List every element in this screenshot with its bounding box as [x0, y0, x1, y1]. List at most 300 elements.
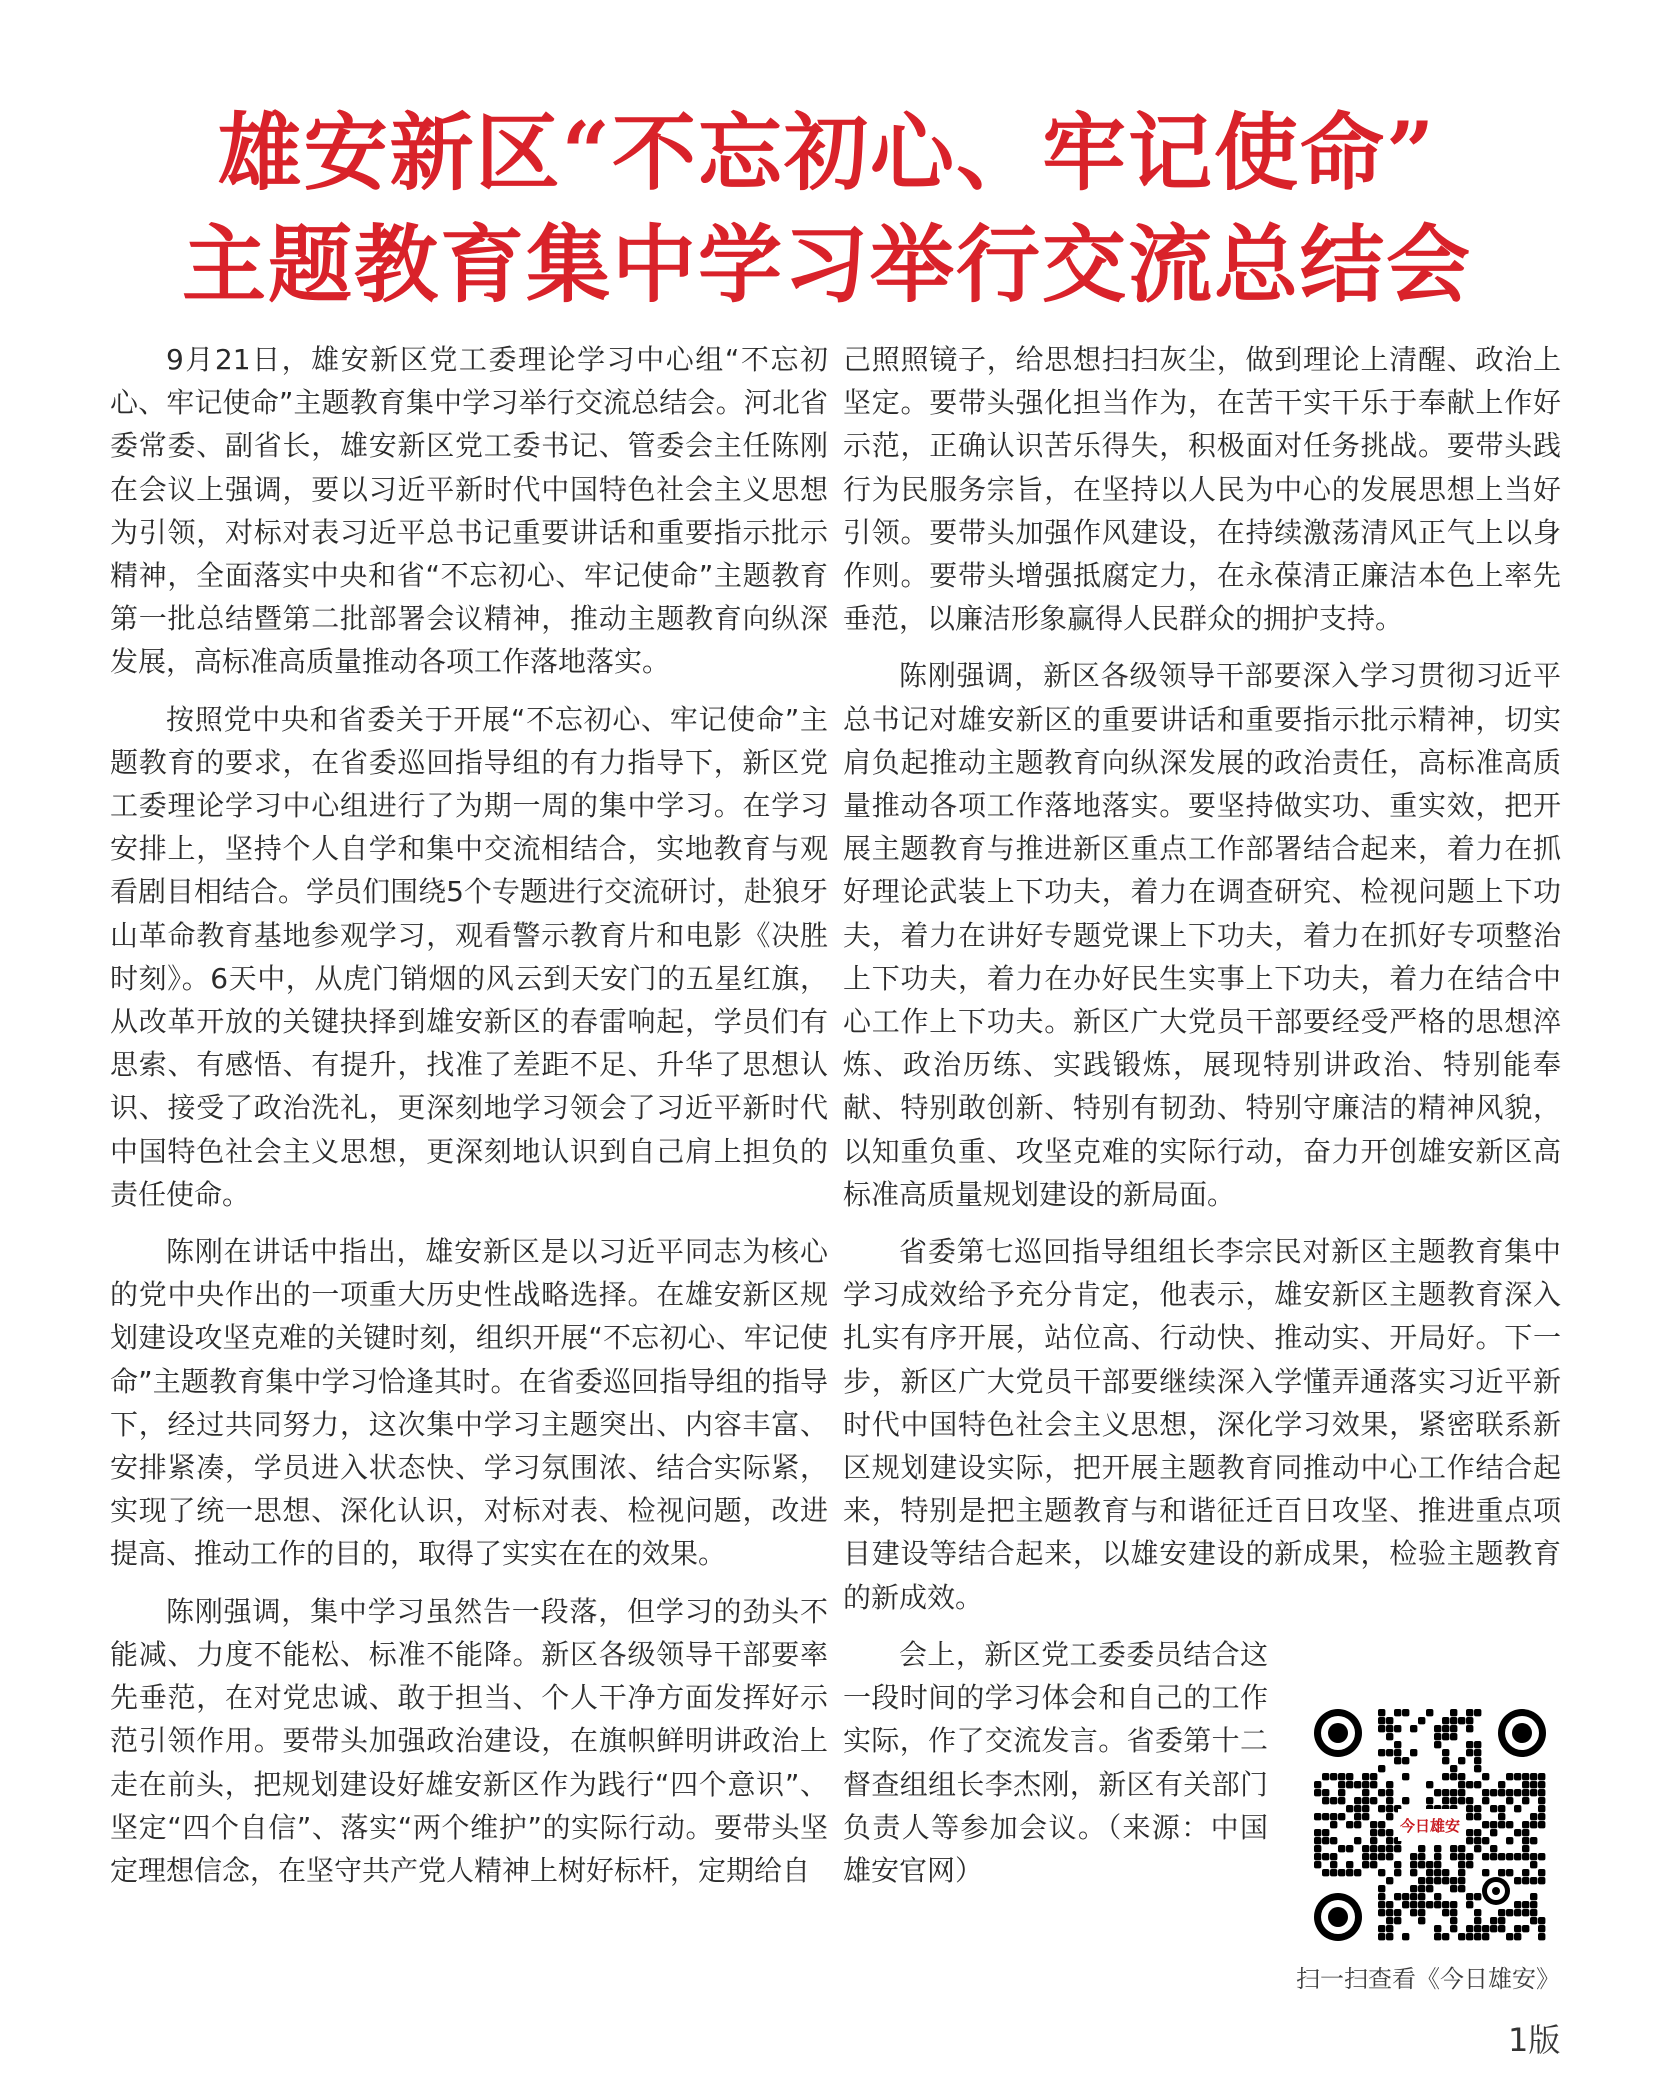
- qr-module: [1394, 1749, 1401, 1756]
- qr-module: [1450, 1845, 1457, 1852]
- qr-module: [1522, 1781, 1529, 1788]
- article-right-column: [843, 338, 1561, 1906]
- qr-module: [1538, 1805, 1545, 1812]
- qr-module: [1354, 1781, 1361, 1788]
- qr-module: [1378, 1901, 1385, 1908]
- qr-module: [1354, 1797, 1361, 1804]
- qr-module: [1442, 1933, 1449, 1940]
- paragraph-2: 按照党中央和省委关于开展“不忘初心、牢记使命”主题教育的要求，在省委巡回指导组的有力指导下，新区党工委理论学习中心组进行了为期一周的集中学习。在学习安排上，坚持个人自学和集中交流相结合，实地教育与观看剧目相结合。学员们围绕5个专题进行交流研讨，赴狼牙山革命教育基地参观学习，观看警示教育片和电影《决胜时刻》。6天中，从虎门销烟的风云到天安门的五星红旗，从改革开放的关键抉择到雄安新区的春雷响起，学员们有思索、有感悟、有提升，找准了差距不足、升华了思想认识、接受了政治洗礼，更深刻地学习领会了习近平新时代中国特色社会主义思想，更深刻地认识到自己肩上担负的责任使命。: [110, 702, 828, 1211]
- qr-module: [1346, 1821, 1353, 1828]
- qr-module: [1418, 1917, 1425, 1924]
- qr-module: [1442, 1901, 1449, 1908]
- qr-module: [1530, 1917, 1537, 1924]
- qr-module: [1354, 1805, 1361, 1812]
- qr-module: [1450, 1765, 1457, 1772]
- qr-module: [1402, 1757, 1409, 1764]
- qr-module: [1370, 1853, 1377, 1860]
- qr-module: [1498, 1853, 1505, 1860]
- qr-module: [1394, 1709, 1401, 1716]
- qr-module: [1514, 1829, 1521, 1836]
- qr-module: [1498, 1813, 1505, 1820]
- qr-module: [1386, 1725, 1393, 1732]
- qr-module: [1362, 1845, 1369, 1852]
- qr-module: [1314, 1837, 1321, 1844]
- qr-module: [1434, 1733, 1441, 1740]
- qr-module: [1362, 1805, 1369, 1812]
- qr-module: [1522, 1845, 1529, 1852]
- qr-module: [1354, 1869, 1361, 1876]
- qr-module: [1538, 1877, 1545, 1884]
- qr-module: [1338, 1797, 1345, 1804]
- qr-module: [1506, 1789, 1513, 1796]
- qr-module: [1466, 1901, 1473, 1908]
- qr-module: [1514, 1909, 1521, 1916]
- qr-module: [1442, 1877, 1449, 1884]
- qr-module: [1386, 1877, 1393, 1884]
- qr-module: [1442, 1733, 1449, 1740]
- qr-module: [1370, 1837, 1377, 1844]
- qr-module: [1522, 1877, 1529, 1884]
- qr-module: [1450, 1725, 1457, 1732]
- qr-module: [1522, 1797, 1529, 1804]
- qr-module: [1330, 1813, 1337, 1820]
- qr-module: [1450, 1853, 1457, 1860]
- qr-module: [1514, 1933, 1521, 1940]
- qr-module: [1450, 1733, 1457, 1740]
- qr-module: [1378, 1725, 1385, 1732]
- paragraph-4: 陈刚强调，集中学习虽然告一段落，但学习的劲头不能减、力度不能松、标准不能降。新区各级领导干部要率先垂范，在对党忠诚、敢于担当、个人干净方面发挥好示范引领作用。要带头加强政治建设，在旗帜鲜明讲政治上走在前头，把规划建设好雄安新区作为践行“四个意识”、坚定“四个自信”、落实“两个维护”的实际行动。要带头坚定理想信念，在坚守共产党人精神上树好标杆，定期给自: [110, 1594, 828, 1887]
- qr-module: [1386, 1797, 1393, 1804]
- qr-module: [1498, 1925, 1505, 1932]
- qr-module: [1386, 1917, 1393, 1924]
- qr-module: [1394, 1917, 1401, 1924]
- qr-module: [1370, 1781, 1377, 1788]
- qr-module: [1498, 1805, 1505, 1812]
- qr-module: [1482, 1821, 1489, 1828]
- qr-module: [1474, 1765, 1481, 1772]
- qr-module: [1458, 1885, 1465, 1892]
- qr-module: [1442, 1749, 1449, 1756]
- qr-module: [1466, 1933, 1473, 1940]
- qr-module: [1522, 1901, 1529, 1908]
- qr-module: [1482, 1773, 1489, 1780]
- qr-module: [1466, 1781, 1473, 1788]
- qr-module: [1386, 1853, 1393, 1860]
- qr-module: [1490, 1925, 1497, 1932]
- qr-module: [1498, 1869, 1505, 1876]
- qr-module: [1434, 1925, 1441, 1932]
- qr-module: [1434, 1741, 1441, 1748]
- qr-module: [1410, 1909, 1417, 1916]
- qr-module: [1426, 1869, 1433, 1876]
- qr-module: [1426, 1901, 1433, 1908]
- qr-module: [1378, 1805, 1385, 1812]
- qr-module: [1410, 1725, 1417, 1732]
- qr-module: [1538, 1925, 1545, 1932]
- qr-module: [1426, 1877, 1433, 1884]
- qr-module: [1458, 1845, 1465, 1852]
- qr-module: [1386, 1813, 1393, 1820]
- qr-module: [1474, 1813, 1481, 1820]
- qr-module: [1434, 1877, 1441, 1884]
- qr-module: [1450, 1773, 1457, 1780]
- qr-module: [1362, 1773, 1369, 1780]
- qr-module: [1386, 1901, 1393, 1908]
- qr-module: [1322, 1869, 1329, 1876]
- qr-module: [1498, 1909, 1505, 1916]
- qr-module: [1322, 1829, 1329, 1836]
- qr-module: [1434, 1901, 1441, 1908]
- qr-module: [1346, 1861, 1353, 1868]
- qr-module: [1530, 1781, 1537, 1788]
- qr-module: [1434, 1725, 1441, 1732]
- qr-module: [1466, 1797, 1473, 1804]
- qr-module: [1450, 1917, 1457, 1924]
- qr-module: [1538, 1917, 1545, 1924]
- qr-module: [1378, 1893, 1385, 1900]
- qr-module: [1426, 1861, 1433, 1868]
- qr-module: [1434, 1789, 1441, 1796]
- qr-module: [1458, 1869, 1465, 1876]
- qr-module: [1418, 1893, 1425, 1900]
- qr-module: [1418, 1909, 1425, 1916]
- qr-center-logo: [1398, 1809, 1462, 1841]
- qr-module: [1370, 1773, 1377, 1780]
- qr-module: [1322, 1789, 1329, 1796]
- qr-module: [1474, 1757, 1481, 1764]
- qr-module: [1362, 1797, 1369, 1804]
- qr-module: [1506, 1797, 1513, 1804]
- qr-module: [1322, 1813, 1329, 1820]
- qr-module: [1362, 1781, 1369, 1788]
- qr-module: [1362, 1813, 1369, 1820]
- qr-module: [1474, 1781, 1481, 1788]
- qr-module: [1386, 1749, 1393, 1756]
- qr-module: [1498, 1781, 1505, 1788]
- qr-module: [1378, 1933, 1385, 1940]
- qr-module: [1378, 1821, 1385, 1828]
- qr-finder-bottom-left: [1314, 1893, 1362, 1941]
- qr-module: [1522, 1773, 1529, 1780]
- qr-module: [1418, 1717, 1425, 1724]
- qr-module: [1378, 1717, 1385, 1724]
- qr-module: [1418, 1885, 1425, 1892]
- qr-module: [1466, 1717, 1473, 1724]
- qr-module: [1434, 1869, 1441, 1876]
- qr-module: [1370, 1797, 1377, 1804]
- qr-module: [1386, 1845, 1393, 1852]
- qr-module: [1474, 1837, 1481, 1844]
- qr-caption: 扫一扫查看《今日雄安》: [1296, 1965, 1560, 1993]
- qr-module: [1314, 1813, 1321, 1820]
- qr-module: [1530, 1821, 1537, 1828]
- headline-line-2: 主题教育集中学习举行交流总结会: [181, 215, 1472, 315]
- qr-module: [1458, 1861, 1465, 1868]
- qr-module: [1346, 1869, 1353, 1876]
- qr-module: [1458, 1789, 1465, 1796]
- qr-module: [1394, 1893, 1401, 1900]
- qr-module: [1386, 1933, 1393, 1940]
- qr-module: [1530, 1909, 1537, 1916]
- qr-module: [1394, 1845, 1401, 1852]
- qr-module: [1394, 1757, 1401, 1764]
- qr-module: [1378, 1909, 1385, 1916]
- qr-module: [1450, 1877, 1457, 1884]
- qr-module: [1482, 1869, 1489, 1876]
- qr-module: [1378, 1845, 1385, 1852]
- qr-module: [1370, 1845, 1377, 1852]
- qr-module: [1402, 1901, 1409, 1908]
- qr-alignment-pattern: [1482, 1877, 1510, 1905]
- qr-module: [1322, 1797, 1329, 1804]
- qr-module: [1378, 1789, 1385, 1796]
- qr-module: [1474, 1933, 1481, 1940]
- qr-code[interactable]: [1310, 1705, 1550, 1945]
- qr-module: [1346, 1781, 1353, 1788]
- qr-module: [1482, 1925, 1489, 1932]
- qr-module: [1346, 1805, 1353, 1812]
- qr-module: [1434, 1861, 1441, 1868]
- qr-module: [1450, 1925, 1457, 1932]
- qr-module: [1474, 1917, 1481, 1924]
- qr-module: [1330, 1797, 1337, 1804]
- qr-module: [1322, 1853, 1329, 1860]
- qr-module: [1402, 1933, 1409, 1940]
- qr-module: [1410, 1861, 1417, 1868]
- qr-module: [1314, 1861, 1321, 1868]
- qr-module: [1538, 1821, 1545, 1828]
- qr-module: [1386, 1805, 1393, 1812]
- qr-module: [1466, 1741, 1473, 1748]
- qr-module: [1418, 1901, 1425, 1908]
- qr-module: [1442, 1773, 1449, 1780]
- qr-module: [1338, 1869, 1345, 1876]
- qr-finder-top-right: [1498, 1709, 1546, 1757]
- qr-finder-top-left: [1314, 1709, 1362, 1757]
- qr-module: [1530, 1861, 1537, 1868]
- qr-module: [1530, 1901, 1537, 1908]
- qr-module: [1474, 1893, 1481, 1900]
- qr-module: [1394, 1741, 1401, 1748]
- qr-module: [1466, 1813, 1473, 1820]
- qr-module: [1450, 1717, 1457, 1724]
- qr-module: [1514, 1805, 1521, 1812]
- qr-module: [1442, 1797, 1449, 1804]
- qr-module: [1498, 1917, 1505, 1924]
- qr-module: [1466, 1861, 1473, 1868]
- qr-module: [1514, 1901, 1521, 1908]
- qr-module: [1466, 1749, 1473, 1756]
- qr-module: [1410, 1893, 1417, 1900]
- qr-module: [1466, 1837, 1473, 1844]
- qr-module: [1466, 1829, 1473, 1836]
- qr-module: [1490, 1845, 1497, 1852]
- qr-module: [1538, 1853, 1545, 1860]
- qr-module: [1522, 1925, 1529, 1932]
- qr-module: [1378, 1749, 1385, 1756]
- qr-module: [1482, 1837, 1489, 1844]
- article-left-column: [110, 338, 828, 1906]
- qr-module: [1450, 1797, 1457, 1804]
- qr-module: [1378, 1925, 1385, 1932]
- headline-line-1: 雄安新区“不忘初心、牢记使命”: [217, 103, 1437, 203]
- qr-module: [1394, 1909, 1401, 1916]
- qr-module: [1378, 1765, 1385, 1772]
- qr-module: [1458, 1757, 1465, 1764]
- qr-module: [1522, 1821, 1529, 1828]
- qr-module: [1378, 1829, 1385, 1836]
- qr-code-graphic: [1310, 1705, 1550, 1945]
- qr-module: [1482, 1789, 1489, 1796]
- qr-module: [1490, 1829, 1497, 1836]
- qr-module: [1322, 1837, 1329, 1844]
- headline: [60, 99, 1594, 319]
- qr-module: [1410, 1853, 1417, 1860]
- qr-module: [1530, 1789, 1537, 1796]
- qr-module: [1530, 1853, 1537, 1860]
- qr-module: [1394, 1725, 1401, 1732]
- qr-module: [1538, 1869, 1545, 1876]
- qr-module: [1474, 1845, 1481, 1852]
- qr-module: [1474, 1925, 1481, 1932]
- qr-module: [1474, 1909, 1481, 1916]
- qr-module: [1394, 1869, 1401, 1876]
- paragraph-7: 会上，新区党工委委员结合这一段时间的学习体会和自己的工作实际，作了交流发言。省委第十二督查组组长李杰刚，新区有关部门负责人等参加会议。（来源：中国雄安官网）: [843, 1637, 1268, 1887]
- qr-module: [1490, 1805, 1497, 1812]
- qr-module: [1330, 1821, 1337, 1828]
- page-number: 1版: [1508, 2021, 1561, 2059]
- qr-module: [1506, 1933, 1513, 1940]
- paragraph-6: 省委第七巡回指导组组长李宗民对新区主题教育集中学习成效给予充分肯定，他表示，雄安新区主题教育深入扎实有序开展，站位高、行动快、推动实、开局好。下一步，新区广大党员干部要继续深入学懂弄通落实习近平新时代中国特色社会主义思想，深化学习效果，紧密联系新区规划建设实际，把开展主题教育同推动中心工作结合起来，特别是把主题教育与和谐征迁百日攻坚、推进重点项目建设等结合起来，以雄安建设的新成果，检验主题教育的新成效。: [843, 1235, 1561, 1614]
- qr-module: [1506, 1853, 1513, 1860]
- qr-module: [1530, 1877, 1537, 1884]
- qr-module: [1426, 1797, 1433, 1804]
- qr-module: [1410, 1901, 1417, 1908]
- qr-module: [1314, 1829, 1321, 1836]
- qr-module: [1354, 1837, 1361, 1844]
- qr-module: [1506, 1869, 1513, 1876]
- qr-module: [1418, 1853, 1425, 1860]
- qr-module: [1386, 1781, 1393, 1788]
- qr-module: [1346, 1845, 1353, 1852]
- qr-module: [1458, 1781, 1465, 1788]
- qr-module: [1482, 1933, 1489, 1940]
- qr-module: [1434, 1853, 1441, 1860]
- qr-module: [1474, 1805, 1481, 1812]
- qr-module: [1354, 1813, 1361, 1820]
- qr-module: [1490, 1789, 1497, 1796]
- qr-module: [1370, 1861, 1377, 1868]
- qr-module: [1458, 1853, 1465, 1860]
- qr-module: [1346, 1773, 1353, 1780]
- qr-module: [1402, 1893, 1409, 1900]
- qr-module: [1458, 1933, 1465, 1940]
- qr-module: [1314, 1845, 1321, 1852]
- qr-module: [1362, 1789, 1369, 1796]
- qr-module: [1522, 1853, 1529, 1860]
- qr-module: [1314, 1781, 1321, 1788]
- qr-module: [1434, 1893, 1441, 1900]
- qr-module: [1378, 1853, 1385, 1860]
- qr-module: [1402, 1797, 1409, 1804]
- qr-module: [1386, 1909, 1393, 1916]
- qr-module: [1322, 1773, 1329, 1780]
- qr-module: [1386, 1829, 1393, 1836]
- qr-module: [1362, 1853, 1369, 1860]
- qr-module: [1538, 1773, 1545, 1780]
- qr-module: [1314, 1789, 1321, 1796]
- qr-module: [1514, 1789, 1521, 1796]
- qr-module: [1450, 1909, 1457, 1916]
- qr-module: [1530, 1893, 1537, 1900]
- qr-module: [1522, 1909, 1529, 1916]
- qr-module: [1530, 1813, 1537, 1820]
- qr-module: [1514, 1853, 1521, 1860]
- qr-module: [1362, 1861, 1369, 1868]
- qr-module: [1466, 1893, 1473, 1900]
- qr-module: [1506, 1773, 1513, 1780]
- qr-center-label: 今日雄安: [1399, 1817, 1461, 1835]
- qr-module: [1330, 1869, 1337, 1876]
- qr-module: [1482, 1797, 1489, 1804]
- qr-module: [1314, 1853, 1321, 1860]
- qr-module: [1370, 1829, 1377, 1836]
- qr-module: [1410, 1749, 1417, 1756]
- qr-module: [1442, 1789, 1449, 1796]
- qr-module: [1474, 1741, 1481, 1748]
- qr-module: [1450, 1709, 1457, 1716]
- qr-module: [1442, 1909, 1449, 1916]
- qr-module: [1466, 1925, 1473, 1932]
- paragraph-4-continued: 己照照镜子，给思想扫扫灰尘，做到理论上清醒、政治上坚定。要带头强化担当作为，在苦干实干乐于奉献上作好示范，正确认识苦乐得失，积极面对任务挑战。要带头践行为民服务宗旨，在坚持以人民为中心的发展思想上当好引领。要带头加强作风建设，在持续激荡清风正气上以身作则。要带头增强抵腐定力，在永葆清正廉洁本色上率先垂范，以廉洁形象赢得人民群众的拥护支持。: [843, 343, 1561, 636]
- qr-module: [1434, 1845, 1441, 1852]
- paragraph-5: 陈刚强调，新区各级领导干部要深入学习贯彻习近平总书记对雄安新区的重要讲话和重要指示批示精神，切实肩负起推动主题教育向纵深发展的政治责任，高标准高质量推动各项工作落地落实。要坚持做实功、重实效，把开展主题教育与推进新区重点工作部署结合起来，着力在抓好理论武装上下功夫，着力在调查研究、检视问题上下功夫，着力在讲好专题党课上下功夫，着力在抓好专项整治上下功夫，着力在办好民生实事上下功夫，着力在结合中心工作上下功夫。新区广大党员干部要经受严格的思想淬炼、政治历练、实践锻炼，展现特别讲政治、特别能奉献、特别敢创新、特别有韧劲、特别守廉洁的精神风貌，以知重负重、攻坚克难的实际行动，奋力开创雄安新区高标准高质量规划建设的新局面。: [843, 659, 1561, 1211]
- qr-module: [1442, 1869, 1449, 1876]
- qr-module: [1482, 1853, 1489, 1860]
- qr-module: [1466, 1725, 1473, 1732]
- qr-module: [1538, 1797, 1545, 1804]
- qr-module: [1530, 1773, 1537, 1780]
- qr-module: [1330, 1773, 1337, 1780]
- qr-module: [1338, 1773, 1345, 1780]
- qr-module: [1410, 1869, 1417, 1876]
- qr-module: [1458, 1773, 1465, 1780]
- qr-module: [1458, 1877, 1465, 1884]
- qr-module: [1442, 1725, 1449, 1732]
- qr-module: [1338, 1789, 1345, 1796]
- qr-module: [1506, 1821, 1513, 1828]
- qr-module: [1354, 1821, 1361, 1828]
- qr-module: [1330, 1837, 1337, 1844]
- qr-module: [1522, 1837, 1529, 1844]
- qr-module: [1378, 1869, 1385, 1876]
- qr-module: [1370, 1821, 1377, 1828]
- qr-module: [1378, 1709, 1385, 1716]
- qr-module: [1498, 1821, 1505, 1828]
- qr-module: [1386, 1837, 1393, 1844]
- qr-module: [1418, 1877, 1425, 1884]
- qr-module: [1506, 1837, 1513, 1844]
- qr-module: [1498, 1789, 1505, 1796]
- qr-module: [1386, 1925, 1393, 1932]
- qr-module: [1514, 1925, 1521, 1932]
- qr-module: [1450, 1901, 1457, 1908]
- qr-module: [1538, 1781, 1545, 1788]
- qr-module: [1522, 1789, 1529, 1796]
- qr-module: [1442, 1757, 1449, 1764]
- qr-module: [1386, 1789, 1393, 1796]
- qr-module: [1378, 1885, 1385, 1892]
